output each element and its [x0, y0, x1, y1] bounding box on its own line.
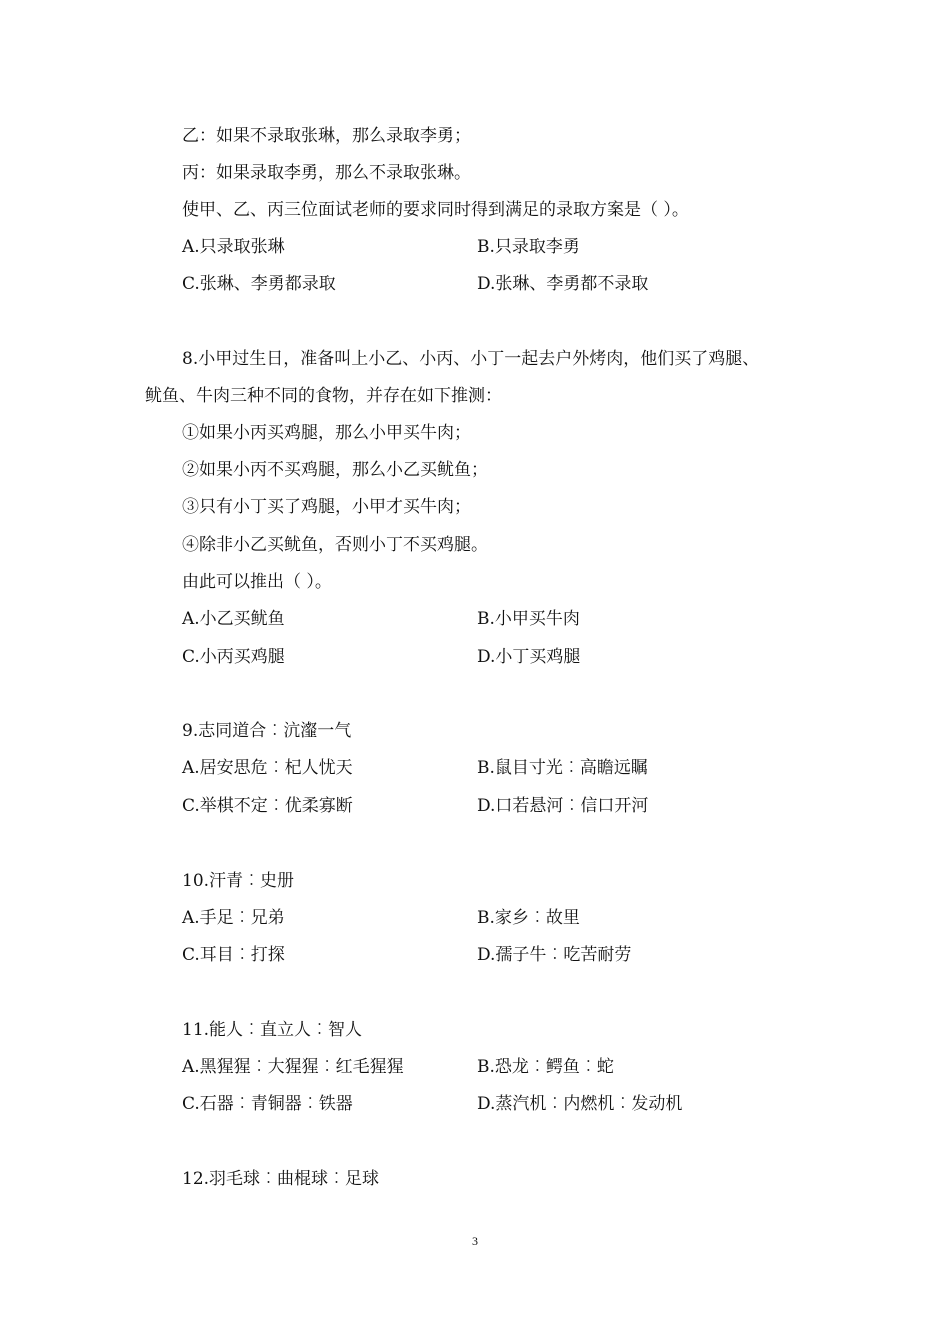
q7-condition-yi: 乙：如果不录取张琳，那么录取李勇； — [182, 126, 471, 146]
q10-option-a: A.手足︰兄弟 — [182, 908, 285, 928]
q12-stem: 12.羽毛球︰曲棍球︰足球 — [182, 1169, 380, 1189]
q9-option-d: D.口若悬河︰信口开河 — [477, 796, 649, 816]
page-number: 3 — [472, 1234, 478, 1248]
q10-option-d: D.孺子牛︰吃苦耐劳 — [477, 945, 632, 965]
q8-stem-line1: 8.小甲过生日，准备叫上小乙、小丙、小丁一起去户外烤肉，他们买了鸡腿、 — [182, 349, 760, 369]
q9-option-b: B.鼠目寸光︰高瞻远瞩 — [477, 758, 648, 778]
q8-premise-1: ①如果小丙买鸡腿，那么小甲买牛肉； — [182, 423, 471, 443]
q11-stem: 11.能人︰直立人︰智人 — [182, 1020, 363, 1040]
q8-option-c: C.小丙买鸡腿 — [182, 647, 285, 667]
q8-question: 由此可以推出（ ）。 — [182, 572, 332, 592]
q8-premise-2: ②如果小丙不买鸡腿，那么小乙买鱿鱼； — [182, 460, 488, 480]
q10-option-b: B.家乡︰故里 — [477, 908, 580, 928]
q9-option-c: C.举棋不定︰优柔寡断 — [182, 796, 353, 816]
q7-option-d: D.张琳、李勇都不录取 — [477, 274, 649, 294]
q7-condition-bing: 丙：如果录取李勇，那么不录取张琳。 — [182, 163, 471, 183]
q7-option-a: A.只录取张琳 — [182, 237, 285, 257]
q7-question: 使甲、乙、丙三位面试老师的要求同时得到满足的录取方案是（ ）。 — [182, 200, 689, 220]
q8-premise-3: ③只有小丁买了鸡腿，小甲才买牛肉； — [182, 497, 471, 517]
q10-stem: 10.汗青︰史册 — [182, 871, 295, 891]
q11-option-c: C.石器︰青铜器︰铁器 — [182, 1094, 353, 1114]
q8-option-d: D.小丁买鸡腿 — [477, 647, 581, 667]
q8-option-b: B.小甲买牛肉 — [477, 609, 580, 629]
q10-option-c: C.耳目︰打探 — [182, 945, 285, 965]
q9-option-a: A.居安思危︰杞人忧天 — [182, 758, 353, 778]
q8-premise-4: ④除非小乙买鱿鱼，否则小丁不买鸡腿。 — [182, 535, 488, 555]
q11-option-b: B.恐龙︰鳄鱼︰蛇 — [477, 1057, 614, 1077]
q8-option-a: A.小乙买鱿鱼 — [182, 609, 285, 629]
q11-option-d: D.蒸汽机︰内燃机︰发动机 — [477, 1094, 683, 1114]
q7-option-b: B.只录取李勇 — [477, 237, 580, 257]
q9-stem: 9.志同道合︰沆瀣一气 — [182, 721, 352, 741]
q11-option-a: A.黑猩猩︰大猩猩︰红毛猩猩 — [182, 1057, 404, 1077]
q8-stem-line2: 鱿鱼、牛肉三种不同的食物，并存在如下推测： — [145, 386, 502, 406]
q7-option-c: C.张琳、李勇都录取 — [182, 274, 336, 294]
